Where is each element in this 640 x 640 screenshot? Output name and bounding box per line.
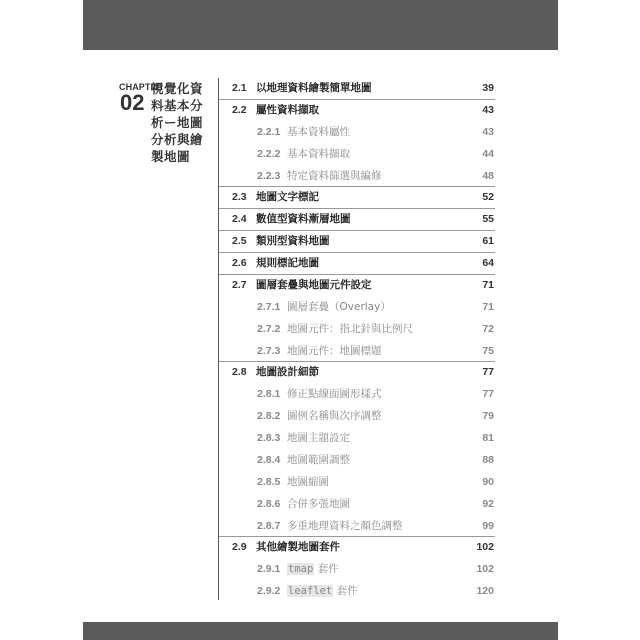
toc-entry-page: 71: [482, 300, 494, 313]
toc-entry: [232, 383, 494, 405]
toc-entry-number: 2.8: [232, 366, 247, 379]
toc-entry-code: tmap: [288, 563, 314, 576]
toc-entry-page: 52: [482, 191, 494, 204]
toc-entry-page: 77: [482, 366, 494, 379]
toc-entry-page: 88: [482, 453, 494, 466]
toc-entry: [232, 449, 494, 471]
section-separator: [219, 230, 495, 231]
toc-entry-number: 2.1: [232, 82, 247, 94]
toc-entry: [232, 230, 494, 252]
toc-entry-title: 圖例名稱與次序調整: [287, 410, 382, 423]
toc-entry-number: 2.2.1: [257, 125, 281, 138]
toc-entry: [232, 318, 494, 340]
toc-entry: [232, 143, 494, 165]
toc-entry-title: 地圖元件：地圖標題: [287, 344, 382, 357]
toc-entry-title: 圖層套疊與地圖元件設定: [256, 278, 372, 291]
toc-entry-page: 71: [482, 278, 494, 291]
toc-entry-title: 其他繪製地圖套件: [256, 541, 340, 554]
section-separator: [219, 274, 495, 275]
toc-entry-page: 102: [476, 541, 494, 554]
toc-entry-page: 90: [482, 475, 494, 488]
toc-entry-number: 2.2.2: [257, 147, 281, 160]
chapter-title-line: 析ー地圖: [151, 115, 204, 130]
toc-entry: [232, 165, 494, 187]
toc-entry-title: 修正點線面圖形樣式: [287, 388, 382, 401]
toc-entry: [232, 580, 494, 602]
toc-entry-title: 基本資料擷取: [287, 147, 350, 160]
toc-entry-number: 2.6: [232, 257, 247, 270]
toc-entry: [232, 405, 494, 427]
toc-entry-number: 2.3: [232, 191, 247, 204]
toc-entry-page: 77: [482, 388, 494, 401]
toc-entry-page: 43: [482, 125, 494, 138]
toc-entry-page: 75: [482, 344, 494, 357]
toc-entry: [232, 99, 494, 121]
toc-entry-number: 2.8.1: [257, 388, 281, 401]
toc-entry-page: 79: [482, 410, 494, 423]
toc-entry-title: 地圖元件：指北針與比例尺: [287, 322, 413, 335]
toc-entry-page: 120: [476, 585, 494, 598]
toc-entry: [232, 274, 494, 296]
toc-entry-title: 地圖主題設定: [287, 432, 350, 445]
toc-entry-page: 44: [482, 147, 494, 160]
toc-entry-number: 2.7.2: [257, 322, 281, 335]
toc-entry-title: 數值型資料漸層地圖: [256, 213, 351, 226]
chapter-title-line: 料基本分: [151, 98, 204, 113]
chapter-title-line: 分析與繪: [151, 132, 204, 147]
toc-entry-number: 2.8.4: [257, 453, 281, 466]
bottom-footer-bar: [83, 622, 558, 640]
toc-entry-number: 2.4: [232, 213, 247, 226]
toc-entry-page: 102: [476, 563, 494, 576]
chapter-number: 02: [120, 90, 145, 115]
toc-entry: [232, 340, 494, 362]
toc-entry-title-text: 套件: [317, 563, 339, 576]
toc-entry: [232, 493, 494, 515]
toc-entry: [232, 558, 494, 580]
toc-entry-number: 2.8.2: [257, 410, 281, 423]
toc-entry: [232, 515, 494, 537]
toc-entry-page: 61: [482, 235, 494, 248]
toc-entry-number: 2.7.3: [257, 344, 281, 357]
toc-entry-title: [287, 580, 358, 602]
toc-entry: [232, 427, 494, 449]
toc-entry: [232, 471, 494, 493]
section-separator: [219, 99, 495, 100]
chapter-title-line: 製地圖: [151, 149, 191, 164]
chapter-label: CHAPTER: [119, 82, 164, 92]
toc-entry-page: 81: [482, 432, 494, 445]
section-separator: [219, 536, 495, 537]
toc-entry-page: 48: [482, 169, 494, 182]
toc-entry-title: 特定資料篩選與編修: [287, 169, 382, 182]
section-separator: [219, 361, 495, 362]
toc-entry-code: leaflet: [288, 585, 333, 598]
toc-entry: [232, 296, 494, 318]
toc-entry-page: 64: [482, 257, 494, 270]
toc-entry-title: [287, 558, 339, 580]
section-separator: [219, 208, 495, 209]
toc-entry: [232, 208, 494, 230]
toc-entry-page: 43: [482, 103, 494, 116]
toc-entry-number: 2.9.1: [257, 563, 281, 576]
toc-entry-title: 以地理資料繪製簡單地圖: [256, 82, 372, 94]
chapter-title-line: 視覺化資: [151, 81, 204, 96]
toc-entry-number: 2.8.6: [257, 497, 281, 510]
toc-entry-title: 地圖文字標記: [256, 191, 319, 204]
toc-entry-number: 2.2.3: [257, 169, 281, 182]
toc-entry: [232, 186, 494, 208]
toc-entry-page: 99: [482, 519, 494, 532]
toc-entry-title: 地圖設計細節: [256, 366, 319, 379]
toc-entry-number: 2.5: [232, 235, 247, 248]
toc-entry-title: 多重地理資料之顏色調整: [287, 519, 403, 532]
toc-entry: [232, 121, 494, 143]
toc-entry-title: 基本資料屬性: [287, 125, 350, 138]
toc-entry-title: 屬性資料擷取: [256, 103, 319, 116]
toc-entry-title: 類別型資料地圖: [256, 235, 330, 248]
toc-entry-number: 2.7.1: [257, 300, 281, 313]
toc-entry: [232, 77, 494, 99]
toc-entry: [232, 536, 494, 558]
section-separator: [219, 252, 495, 253]
toc-entry-number: 2.7: [232, 278, 247, 291]
toc-entry-page: 72: [482, 322, 494, 335]
toc-entry-number: 2.9.2: [257, 585, 281, 598]
toc-entry-title: 合併多張地圖: [287, 497, 350, 510]
toc-entry: [232, 252, 494, 274]
toc-entry-number: 2.2: [232, 103, 247, 116]
toc-entry-page: 55: [482, 213, 494, 226]
toc-entry-title: 地圖縮圖: [287, 475, 329, 488]
section-separator: [219, 186, 495, 187]
toc-entry-page: 39: [482, 82, 494, 94]
toc-entry-title-text: 套件: [336, 585, 358, 598]
toc-entry-title: 地圖範圍調整: [287, 453, 350, 466]
toc-entry-number: 2.8.5: [257, 475, 281, 488]
toc-entry-number: 2.8.3: [257, 432, 281, 445]
toc-entry-title: 圖層套疊（Overlay）: [287, 300, 391, 313]
toc-entry-page: 92: [482, 497, 494, 510]
toc-entry: [232, 361, 494, 383]
toc-entry-number: 2.8.7: [257, 519, 281, 532]
toc-entry-title: 規則標記地圖: [256, 257, 319, 270]
toc-entry-number: 2.9: [232, 541, 247, 554]
